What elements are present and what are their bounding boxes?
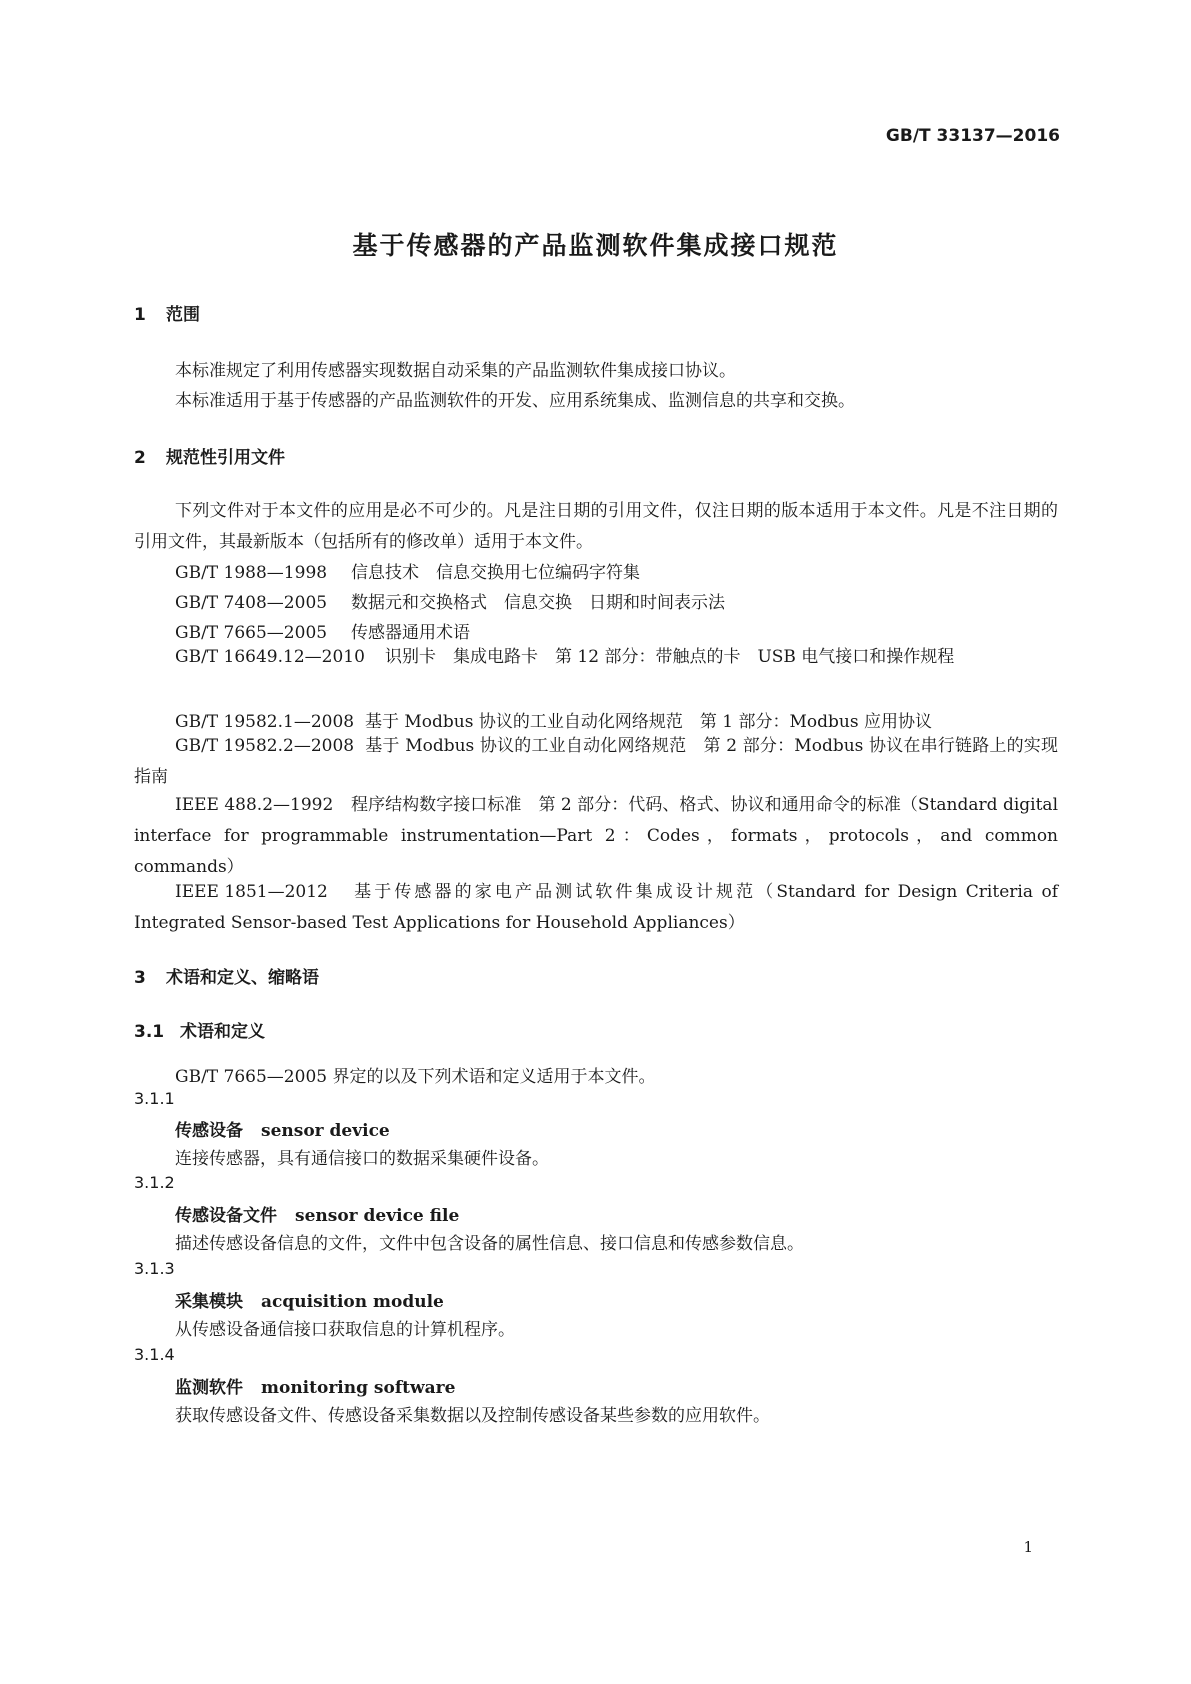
reference-item [134, 642, 1058, 673]
reference-title: 基于 Modbus 协议的工业自动化网络规范 第 2 部分：Modbus 协议在串行链路上的实现指南 [134, 736, 1058, 787]
term-number: 3.1.2 [134, 1173, 175, 1192]
term-definition: 获取传感设备文件、传感设备采集数据以及控制传感设备某些参数的应用软件。 [175, 1406, 770, 1426]
term-number: 3.1.1 [134, 1089, 175, 1108]
term-zh: 监测软件 [175, 1378, 243, 1398]
term-en: acquisition module [261, 1292, 444, 1312]
section-title: 术语和定义、缩略语 [166, 968, 319, 988]
reference-item [175, 618, 470, 643]
reference-code: GB/T 19582.1—2008 [175, 712, 355, 732]
term-zh: 传感设备 [175, 1121, 243, 1141]
reference-code: GB/T 19582.2—2008 [175, 736, 355, 756]
reference-title: 基于传感器的家电产品测试软件集成设计规范（Standard for Design Criteria of Integrated Sensor-based Test Applications for Household Appliances） [134, 882, 1058, 933]
term-entry [175, 1201, 459, 1226]
reference-title: 传感器通用术语 [351, 623, 470, 643]
paragraph: 下列文件对于本文件的应用是必不可少的。凡是注日期的引用文件，仅注日期的版本适用于本文件。凡是不注日期的引用文件，其最新版本（包括所有的修改单）适用于本文件。 [134, 501, 1058, 552]
section-title: 规范性引用文件 [166, 448, 285, 468]
section-2-heading [134, 443, 285, 468]
section-number: 3 [134, 968, 146, 988]
term-zh: 采集模块 [175, 1292, 243, 1312]
reference-code: GB/T 7408—2005 [175, 593, 328, 613]
reference-item [175, 558, 640, 583]
reference-item [134, 877, 1058, 939]
reference-code: IEEE 488.2—1992 [175, 795, 334, 815]
reference-title: 识别卡 集成电路卡 第 12 部分：带触点的卡 USB 电气接口和操作规程 [385, 647, 955, 667]
subsection-3-1-heading [134, 1017, 265, 1042]
reference-code: IEEE 1851—2012 [175, 882, 328, 902]
reference-code: GB/T 7665—2005 [175, 623, 328, 643]
reference-code: GB/T 16649.12—2010 [175, 647, 365, 667]
reference-item [175, 707, 932, 732]
paragraph: GB/T 7665—2005 界定的以及下列术语和定义适用于本文件。 [175, 1067, 656, 1087]
term-entry [175, 1287, 444, 1312]
term-definition: 描述传感设备信息的文件，文件中包含设备的属性信息、接口信息和传感参数信息。 [175, 1234, 804, 1254]
reference-title: 程序结构数字接口标准 第 2 部分：代码、格式、协议和通用命令的标准（Standard digital interface for programmable instrumentation—Part 2：Codes，formats，protocols，and common commands） [134, 795, 1058, 877]
reference-title: 信息技术 信息交换用七位编码字符集 [351, 563, 640, 583]
term-en: monitoring software [261, 1378, 456, 1398]
paragraph: 本标准规定了利用传感器实现数据自动采集的产品监测软件集成接口协议。 [175, 361, 736, 381]
term-number: 3.1.3 [134, 1259, 175, 1278]
section-3-heading [134, 963, 319, 988]
term-entry [175, 1373, 455, 1398]
term-definition: 连接传感器，具有通信接口的数据采集硬件设备。 [175, 1149, 549, 1169]
term-zh: 传感设备文件 [175, 1206, 277, 1226]
section-number: 2 [134, 448, 146, 468]
paragraph: 本标准适用于基于传感器的产品监测软件的开发、应用系统集成、监测信息的共享和交换。 [175, 391, 855, 411]
reference-item [175, 588, 725, 613]
subsection-title: 术语和定义 [180, 1022, 265, 1042]
page-number: 1 [1023, 1538, 1033, 1556]
section-number: 1 [134, 305, 146, 325]
reference-title: 基于 Modbus 协议的工业自动化网络规范 第 1 部分：Modbus 应用协议 [365, 712, 932, 732]
subsection-number: 3.1 [134, 1022, 165, 1042]
term-en: sensor device file [295, 1206, 460, 1226]
term-number: 3.1.4 [134, 1345, 175, 1364]
term-en: sensor device [261, 1121, 390, 1141]
term-definition: 从传感设备通信接口获取信息的计算机程序。 [175, 1320, 515, 1340]
reference-item [134, 790, 1058, 883]
term-entry [175, 1116, 390, 1141]
reference-title: 数据元和交换格式 信息交换 日期和时间表示法 [351, 593, 725, 613]
section-title: 范围 [166, 305, 200, 325]
standard-code: GB/T 33137—2016 [885, 126, 1060, 146]
reference-code: GB/T 1988—1998 [175, 563, 328, 583]
reference-item [134, 731, 1058, 793]
section-1-heading [134, 300, 200, 325]
document-title: 基于传感器的产品监测软件集成接口规范 [352, 231, 839, 260]
